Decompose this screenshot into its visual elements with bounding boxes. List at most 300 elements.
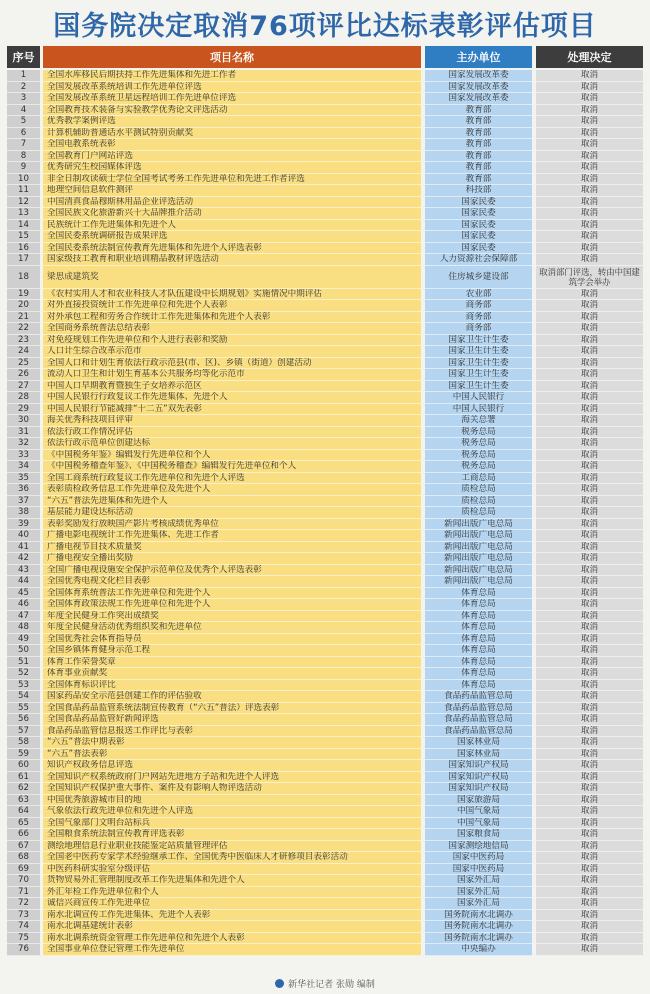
row-seq-cell: 74 (7, 921, 40, 933)
row-name-cell: 非全日制攻读硕士学位全国考试考务工作先进单位和先进工作者评选 (43, 174, 421, 186)
row-org-cell: 国家民委 (425, 208, 532, 220)
row-seq-cell: 36 (7, 484, 40, 496)
row-org-cell: 质检总局 (425, 507, 532, 519)
row-decision-cell: 取消 (536, 783, 643, 795)
row-name-cell: 全国体育标识评比 (43, 680, 421, 692)
row-seq-cell: 20 (7, 300, 40, 312)
row-seq-cell: 58 (7, 737, 40, 749)
row-decision-cell: 取消 (536, 530, 643, 542)
row-seq-cell: 12 (7, 197, 40, 209)
row-decision-cell: 取消 (536, 427, 643, 439)
row-decision-cell: 取消 (536, 542, 643, 554)
row-seq-cell: 38 (7, 507, 40, 519)
row-name-cell: 全国民族文化旅游新兴十大品牌推介活动 (43, 208, 421, 220)
row-seq-cell: 45 (7, 588, 40, 600)
row-org-cell: 国家卫生计生委 (425, 381, 532, 393)
row-seq-cell: 47 (7, 611, 40, 623)
row-name-cell: 食品药品监管信息报送工作评比与表彰 (43, 726, 421, 738)
row-org-cell: 国家民委 (425, 243, 532, 255)
row-decision-cell: 取消 (536, 312, 643, 324)
row-seq-cell: 55 (7, 703, 40, 715)
row-org-cell: 新闻出版广电总局 (425, 542, 532, 554)
row-name-cell: 全国教育技术装备与实验教学优秀论文评选活动 (43, 105, 421, 117)
row-name-cell: 广播电视节目技术质量奖 (43, 542, 421, 554)
row-seq-cell: 28 (7, 392, 40, 404)
row-org-cell: 中央编办 (425, 944, 532, 956)
row-decision-cell: 取消 (536, 933, 643, 945)
row-name-cell: 全国人口和计划生育依法行政示范县(市、区)、乡镇（街道）创建活动 (43, 358, 421, 370)
row-seq-cell: 69 (7, 864, 40, 876)
row-seq-cell: 11 (7, 185, 40, 197)
row-seq-cell: 16 (7, 243, 40, 255)
row-decision-cell: 取消 (536, 358, 643, 370)
row-name-cell: 中国人民银行节能减排“十二五”双先表彰 (43, 404, 421, 416)
row-name-cell: 民族统计工作先进集体和先进个人 (43, 220, 421, 232)
row-name-cell: 全国乡镇体育健身示范工程 (43, 645, 421, 657)
row-decision-cell: 取消 (536, 473, 643, 485)
header-decision: 处理决定 (536, 46, 643, 68)
row-seq-cell: 30 (7, 415, 40, 427)
row-name-cell: 测绘地理信息行业职业技能鉴定站质量管理评估 (43, 841, 421, 853)
row-name-cell: 全国民委系统调研报告成果评选 (43, 231, 421, 243)
row-name-cell: 海关优秀科技项目评审 (43, 415, 421, 427)
row-seq-cell: 60 (7, 760, 40, 772)
row-name-cell: 全国民委系统法制宣传教育先进集体和先进个人评选表彰 (43, 243, 421, 255)
row-org-cell: 国家卫生计生委 (425, 369, 532, 381)
row-decision-cell: 取消 (536, 910, 643, 922)
row-decision-cell: 取消 (536, 174, 643, 186)
row-decision-cell: 取消 (536, 921, 643, 933)
row-org-cell: 质检总局 (425, 496, 532, 508)
row-name-cell: 广播电影电视统计工作先进集体、先进工作者 (43, 530, 421, 542)
row-seq-cell: 71 (7, 887, 40, 899)
row-name-cell: 对外直接投资统计工作先进单位和先进个人表彰 (43, 300, 421, 312)
seq-column (7, 70, 40, 956)
row-org-cell: 食品药品监管总局 (425, 726, 532, 738)
row-org-cell: 中国人民银行 (425, 404, 532, 416)
row-decision-cell: 取消 (536, 93, 643, 105)
row-name-cell: 全国食品药品监管好新闻评选 (43, 714, 421, 726)
row-seq-cell: 27 (7, 381, 40, 393)
header-seq: 序号 (7, 46, 40, 68)
row-decision-cell: 取消 (536, 105, 643, 117)
row-name-cell: 外汇年检工作先进单位和个人 (43, 887, 421, 899)
row-org-cell: 体育总局 (425, 634, 532, 646)
row-decision-cell: 取消 (536, 565, 643, 577)
row-decision-cell: 取消 (536, 588, 643, 600)
projects-table (7, 46, 643, 956)
row-seq-cell: 5 (7, 116, 40, 128)
row-org-cell: 海关总署 (425, 415, 532, 427)
row-name-cell: 计算机辅助普通话水平测试特别贡献奖 (43, 128, 421, 140)
row-name-cell: 中国清真食品穆斯林用品企业评选活动 (43, 197, 421, 209)
row-seq-cell: 37 (7, 496, 40, 508)
row-decision-cell: 取消 (536, 760, 643, 772)
row-seq-cell: 61 (7, 772, 40, 784)
row-name-cell: 依法行政工作情况评估 (43, 427, 421, 439)
row-name-cell: 中国优秀旅游城市目的地 (43, 795, 421, 807)
row-org-cell: 税务总局 (425, 438, 532, 450)
row-seq-cell: 51 (7, 657, 40, 669)
row-decision-cell: 取消 (536, 795, 643, 807)
row-seq-cell: 22 (7, 323, 40, 335)
row-decision-cell: 取消 (536, 599, 643, 611)
row-seq-cell: 70 (7, 875, 40, 887)
row-org-cell: 税务总局 (425, 450, 532, 462)
row-name-cell: 全国粮食系统法制宣传教育评选表彰 (43, 829, 421, 841)
row-seq-cell: 72 (7, 898, 40, 910)
decision-column (536, 70, 643, 956)
row-decision-cell: 取消 (536, 829, 643, 841)
row-seq-cell: 15 (7, 231, 40, 243)
row-org-cell: 农业部 (425, 289, 532, 301)
row-org-cell: 国家民委 (425, 231, 532, 243)
row-decision-cell: 取消 (536, 392, 643, 404)
row-org-cell: 体育总局 (425, 657, 532, 669)
row-name-cell: 对外承包工程和劳务合作统计工作先进集体和先进个人表彰 (43, 312, 421, 324)
row-org-cell: 食品药品监管总局 (425, 691, 532, 703)
row-seq-cell: 33 (7, 450, 40, 462)
row-seq-cell: 54 (7, 691, 40, 703)
row-name-cell: 对免疫规划工作先进单位和个人进行表彰和奖励 (43, 335, 421, 347)
row-seq-cell: 1 (7, 70, 40, 82)
row-name-cell: 全国电教系统表彰 (43, 139, 421, 151)
row-name-cell: 全国优秀社会体育指导员 (43, 634, 421, 646)
row-decision-cell: 取消 (536, 300, 643, 312)
row-decision-cell: 取消 (536, 461, 643, 473)
row-org-cell: 体育总局 (425, 588, 532, 600)
row-name-cell: 依法行政示范单位创建达标 (43, 438, 421, 450)
row-decision-cell: 取消 (536, 737, 643, 749)
row-decision-cell: 取消 (536, 726, 643, 738)
row-decision-cell: 取消 (536, 231, 643, 243)
row-org-cell: 国家知识产权局 (425, 760, 532, 772)
row-decision-cell: 取消 (536, 634, 643, 646)
row-org-cell: 工商总局 (425, 473, 532, 485)
row-name-cell: “六五”普法中期表彰 (43, 737, 421, 749)
row-name-cell: 优秀教学案例评选 (43, 116, 421, 128)
row-org-cell: 新闻出版广电总局 (425, 530, 532, 542)
row-org-cell: 住房城乡建设部 (425, 266, 532, 289)
row-org-cell: 商务部 (425, 323, 532, 335)
row-seq-cell: 49 (7, 634, 40, 646)
row-name-cell: 全国发展改革系统培训工作先进单位评选 (43, 82, 421, 94)
row-decision-cell: 取消 (536, 323, 643, 335)
row-seq-cell: 50 (7, 645, 40, 657)
row-seq-cell: 9 (7, 162, 40, 174)
row-org-cell: 教育部 (425, 162, 532, 174)
row-org-cell: 教育部 (425, 105, 532, 117)
row-org-cell: 商务部 (425, 312, 532, 324)
footer-credit (0, 977, 650, 990)
row-seq-cell: 75 (7, 933, 40, 945)
row-decision-cell: 取消 (536, 657, 643, 669)
row-decision-cell: 取消 (536, 496, 643, 508)
row-seq-cell: 76 (7, 944, 40, 956)
row-seq-cell: 40 (7, 530, 40, 542)
row-seq-cell: 25 (7, 358, 40, 370)
row-org-cell: 人力资源社会保障部 (425, 254, 532, 266)
row-org-cell: 商务部 (425, 300, 532, 312)
row-decision-cell: 取消 (536, 335, 643, 347)
row-seq-cell: 21 (7, 312, 40, 324)
row-seq-cell: 62 (7, 783, 40, 795)
row-seq-cell: 42 (7, 553, 40, 565)
row-decision-cell: 取消 (536, 197, 643, 209)
row-decision-cell: 取消 (536, 220, 643, 232)
row-decision-cell: 取消 (536, 151, 643, 163)
row-name-cell: 全国水库移民后期扶持工作先进集体和先进工作者 (43, 70, 421, 82)
row-seq-cell: 56 (7, 714, 40, 726)
row-decision-cell: 取消 (536, 852, 643, 864)
row-seq-cell: 8 (7, 151, 40, 163)
row-org-cell: 国家外汇局 (425, 887, 532, 899)
row-name-cell: 全国发展改革系统卫星远程培训工作先进单位评选 (43, 93, 421, 105)
row-name-cell: 基层能力建设达标活动 (43, 507, 421, 519)
row-name-cell: 南水北调系统资金管理工作先进单位和先进个人表彰 (43, 933, 421, 945)
row-seq-cell: 65 (7, 818, 40, 830)
row-seq-cell: 4 (7, 105, 40, 117)
row-name-cell: 体育工作荣誉奖章 (43, 657, 421, 669)
row-org-cell: 国家外汇局 (425, 898, 532, 910)
row-seq-cell: 2 (7, 82, 40, 94)
row-seq-cell: 23 (7, 335, 40, 347)
row-seq-cell: 3 (7, 93, 40, 105)
row-org-cell: 国家卫生计生委 (425, 335, 532, 347)
row-seq-cell: 17 (7, 254, 40, 266)
row-org-cell: 中国气象局 (425, 818, 532, 830)
row-seq-cell: 29 (7, 404, 40, 416)
row-org-cell: 教育部 (425, 151, 532, 163)
row-seq-cell: 6 (7, 128, 40, 140)
row-seq-cell: 34 (7, 461, 40, 473)
row-name-cell: 中国人口早期教育暨独生子女培养示范区 (43, 381, 421, 393)
row-name-cell: “六五”普法先进集体和先进个人 (43, 496, 421, 508)
row-decision-cell: 取消 (536, 116, 643, 128)
row-decision-cell: 取消 (536, 841, 643, 853)
row-org-cell: 教育部 (425, 128, 532, 140)
row-org-cell: 体育总局 (425, 645, 532, 657)
row-decision-cell: 取消 (536, 162, 643, 174)
org-column (425, 70, 532, 956)
row-decision-cell: 取消 (536, 82, 643, 94)
row-seq-cell: 53 (7, 680, 40, 692)
row-seq-cell: 39 (7, 519, 40, 531)
header-name: 项目名称 (43, 46, 421, 68)
row-name-cell: 表彰奖励发行放映国产影片考核成绩优秀单位 (43, 519, 421, 531)
row-decision-cell: 取消 (536, 668, 643, 680)
row-decision-cell: 取消 (536, 680, 643, 692)
row-seq-cell: 18 (7, 266, 40, 289)
name-column (43, 70, 421, 956)
row-name-cell: 南水北调基建统计表彰 (43, 921, 421, 933)
row-decision-cell: 取消 (536, 243, 643, 255)
row-decision-cell: 取消 (536, 691, 643, 703)
row-org-cell: 教育部 (425, 174, 532, 186)
row-name-cell: 年度全民健身工作突出成绩奖 (43, 611, 421, 623)
row-org-cell: 体育总局 (425, 680, 532, 692)
row-name-cell: 《农村实用人才和农业科技人才队伍建设中长期规划》实施情况中期评估 (43, 289, 421, 301)
row-decision-cell: 取消 (536, 703, 643, 715)
table-header (7, 46, 643, 68)
row-name-cell: 《中国税务稽查年鉴》、《中国税务稽查》编辑发行先进单位和个人 (43, 461, 421, 473)
row-seq-cell: 32 (7, 438, 40, 450)
row-name-cell: 广播电视安全播出奖励 (43, 553, 421, 565)
row-seq-cell: 43 (7, 565, 40, 577)
row-seq-cell: 59 (7, 749, 40, 761)
row-decision-cell: 取消 (536, 887, 643, 899)
row-decision-cell: 取消 (536, 185, 643, 197)
row-seq-cell: 31 (7, 427, 40, 439)
row-name-cell: 全国体育政策法规工作先进单位和先进个人 (43, 599, 421, 611)
row-name-cell: 人口计生综合改革示范市 (43, 346, 421, 358)
row-seq-cell: 66 (7, 829, 40, 841)
row-org-cell: 国家发展改革委 (425, 82, 532, 94)
row-org-cell: 国家民委 (425, 220, 532, 232)
row-org-cell: 国务院南水北调办 (425, 933, 532, 945)
row-org-cell: 国家发展改革委 (425, 93, 532, 105)
row-name-cell: 体育事业贡献奖 (43, 668, 421, 680)
row-seq-cell: 13 (7, 208, 40, 220)
row-decision-cell: 取消 (536, 772, 643, 784)
row-seq-cell: 52 (7, 668, 40, 680)
row-decision-cell: 取消 (536, 944, 643, 956)
row-org-cell: 国家卫生计生委 (425, 346, 532, 358)
row-seq-cell: 57 (7, 726, 40, 738)
header-org: 主办单位 (425, 46, 532, 68)
row-name-cell: 全国事业单位登记管理工作先进单位 (43, 944, 421, 956)
table-body (7, 70, 643, 956)
row-name-cell: 国家级技工教育和职业培训精品教材评选活动 (43, 254, 421, 266)
row-org-cell: 新闻出版广电总局 (425, 519, 532, 531)
row-name-cell: 全国教育门户网站评选 (43, 151, 421, 163)
row-name-cell: 全国广播电视设施安全保护示范单位及优秀个人评选表彰 (43, 565, 421, 577)
row-decision-cell: 取消 (536, 484, 643, 496)
row-decision-cell: 取消 (536, 818, 643, 830)
row-decision-cell: 取消 (536, 438, 643, 450)
row-org-cell: 科技部 (425, 185, 532, 197)
row-name-cell: 全国食品药品监管系统法制宣传教育（“六五”普法）评选表彰 (43, 703, 421, 715)
row-name-cell: 年度全民健身活动优秀组织奖和先进单位 (43, 622, 421, 634)
footer-text: 新华社记者 张勋 编制 (288, 980, 375, 990)
row-seq-cell: 44 (7, 576, 40, 588)
row-decision-cell: 取消 (536, 519, 643, 531)
row-org-cell: 体育总局 (425, 622, 532, 634)
row-org-cell: 食品药品监管总局 (425, 703, 532, 715)
row-org-cell: 国家知识产权局 (425, 772, 532, 784)
row-org-cell: 教育部 (425, 139, 532, 151)
row-seq-cell: 63 (7, 795, 40, 807)
row-org-cell: 新闻出版广电总局 (425, 576, 532, 588)
row-org-cell: 国家知识产权局 (425, 783, 532, 795)
row-decision-cell: 取消 (536, 611, 643, 623)
row-seq-cell: 24 (7, 346, 40, 358)
row-decision-cell: 取消 (536, 553, 643, 565)
row-decision-cell: 取消 (536, 645, 643, 657)
row-decision-cell: 取消 (536, 875, 643, 887)
row-name-cell: 国家药品安全示范县创建工作的评估验收 (43, 691, 421, 703)
row-seq-cell: 26 (7, 369, 40, 381)
row-decision-cell: 取消 (536, 70, 643, 82)
row-decision-cell: 取消部门评选，转由中国建筑学会举办 (536, 266, 643, 289)
row-org-cell: 国家林业局 (425, 737, 532, 749)
row-name-cell: 货物贸易外汇管理制度改革工作先进集体和先进个人 (43, 875, 421, 887)
row-seq-cell: 73 (7, 910, 40, 922)
row-org-cell: 食品药品监管总局 (425, 714, 532, 726)
xinhua-logo-icon (275, 979, 284, 988)
row-name-cell: 优秀研究生校园媒体评选 (43, 162, 421, 174)
row-org-cell: 税务总局 (425, 461, 532, 473)
row-org-cell: 国家卫生计生委 (425, 358, 532, 370)
row-name-cell: 中国人民银行行政复议工作先进集体、先进个人 (43, 392, 421, 404)
row-decision-cell: 取消 (536, 128, 643, 140)
row-org-cell: 新闻出版广电总局 (425, 553, 532, 565)
row-name-cell: 全国知识产权系统政府门户网站先进地方子站和先进个人评选 (43, 772, 421, 784)
row-decision-cell: 取消 (536, 749, 643, 761)
row-name-cell: 气象依法行政先进单位和先进个人评选 (43, 806, 421, 818)
row-seq-cell: 67 (7, 841, 40, 853)
row-org-cell: 国家发展改革委 (425, 70, 532, 82)
row-name-cell: “六五”普法表彰 (43, 749, 421, 761)
row-name-cell: 全国工商系统行政复议工作先进单位和先进个人评选 (43, 473, 421, 485)
page-title: 国务院决定取消76项评比达标表彰评估项目 (53, 10, 597, 42)
row-org-cell: 体育总局 (425, 668, 532, 680)
row-name-cell: 中医药科研实验室分级评估 (43, 864, 421, 876)
row-decision-cell: 取消 (536, 254, 643, 266)
row-seq-cell: 68 (7, 852, 40, 864)
row-name-cell: 全国体育系统普法工作先进单位和先进个人 (43, 588, 421, 600)
row-name-cell: 《中国税务年鉴》编辑发行先进单位和个人 (43, 450, 421, 462)
row-name-cell: 地理空间信息软件测评 (43, 185, 421, 197)
row-org-cell: 国家中医药局 (425, 852, 532, 864)
row-org-cell: 中国人民银行 (425, 392, 532, 404)
row-decision-cell: 取消 (536, 507, 643, 519)
row-org-cell: 国家粮食局 (425, 829, 532, 841)
row-seq-cell: 19 (7, 289, 40, 301)
row-decision-cell: 取消 (536, 898, 643, 910)
row-org-cell: 国务院南水北调办 (425, 921, 532, 933)
row-decision-cell: 取消 (536, 289, 643, 301)
row-decision-cell: 取消 (536, 864, 643, 876)
row-name-cell: 南水北调宣传工作先进集体、先进个人表彰 (43, 910, 421, 922)
row-name-cell: 诚信兴商宣传工作先进单位 (43, 898, 421, 910)
row-decision-cell: 取消 (536, 415, 643, 427)
row-org-cell: 国家民委 (425, 197, 532, 209)
row-seq-cell: 35 (7, 473, 40, 485)
row-decision-cell: 取消 (536, 381, 643, 393)
row-name-cell: 全国优秀电视文化栏目表彰 (43, 576, 421, 588)
row-decision-cell: 取消 (536, 369, 643, 381)
row-seq-cell: 7 (7, 139, 40, 151)
row-name-cell: 全国知识产权保护重大事件、案件及有影响人物评选活动 (43, 783, 421, 795)
row-org-cell: 国家中医药局 (425, 864, 532, 876)
row-decision-cell: 取消 (536, 806, 643, 818)
row-decision-cell: 取消 (536, 450, 643, 462)
row-org-cell: 体育总局 (425, 599, 532, 611)
row-org-cell: 质检总局 (425, 484, 532, 496)
row-seq-cell: 46 (7, 599, 40, 611)
row-decision-cell: 取消 (536, 576, 643, 588)
row-name-cell: 梁思成建筑奖 (43, 266, 421, 289)
row-name-cell: 全国商务系统普法总结表彰 (43, 323, 421, 335)
row-org-cell: 国家林业局 (425, 749, 532, 761)
row-decision-cell: 取消 (536, 208, 643, 220)
row-org-cell: 税务总局 (425, 427, 532, 439)
row-org-cell: 国家旅游局 (425, 795, 532, 807)
row-seq-cell: 64 (7, 806, 40, 818)
row-name-cell: 全国老中医药专家学术经验继承工作、全国优秀中医临床人才研修项目表彰活动 (43, 852, 421, 864)
row-decision-cell: 取消 (536, 714, 643, 726)
